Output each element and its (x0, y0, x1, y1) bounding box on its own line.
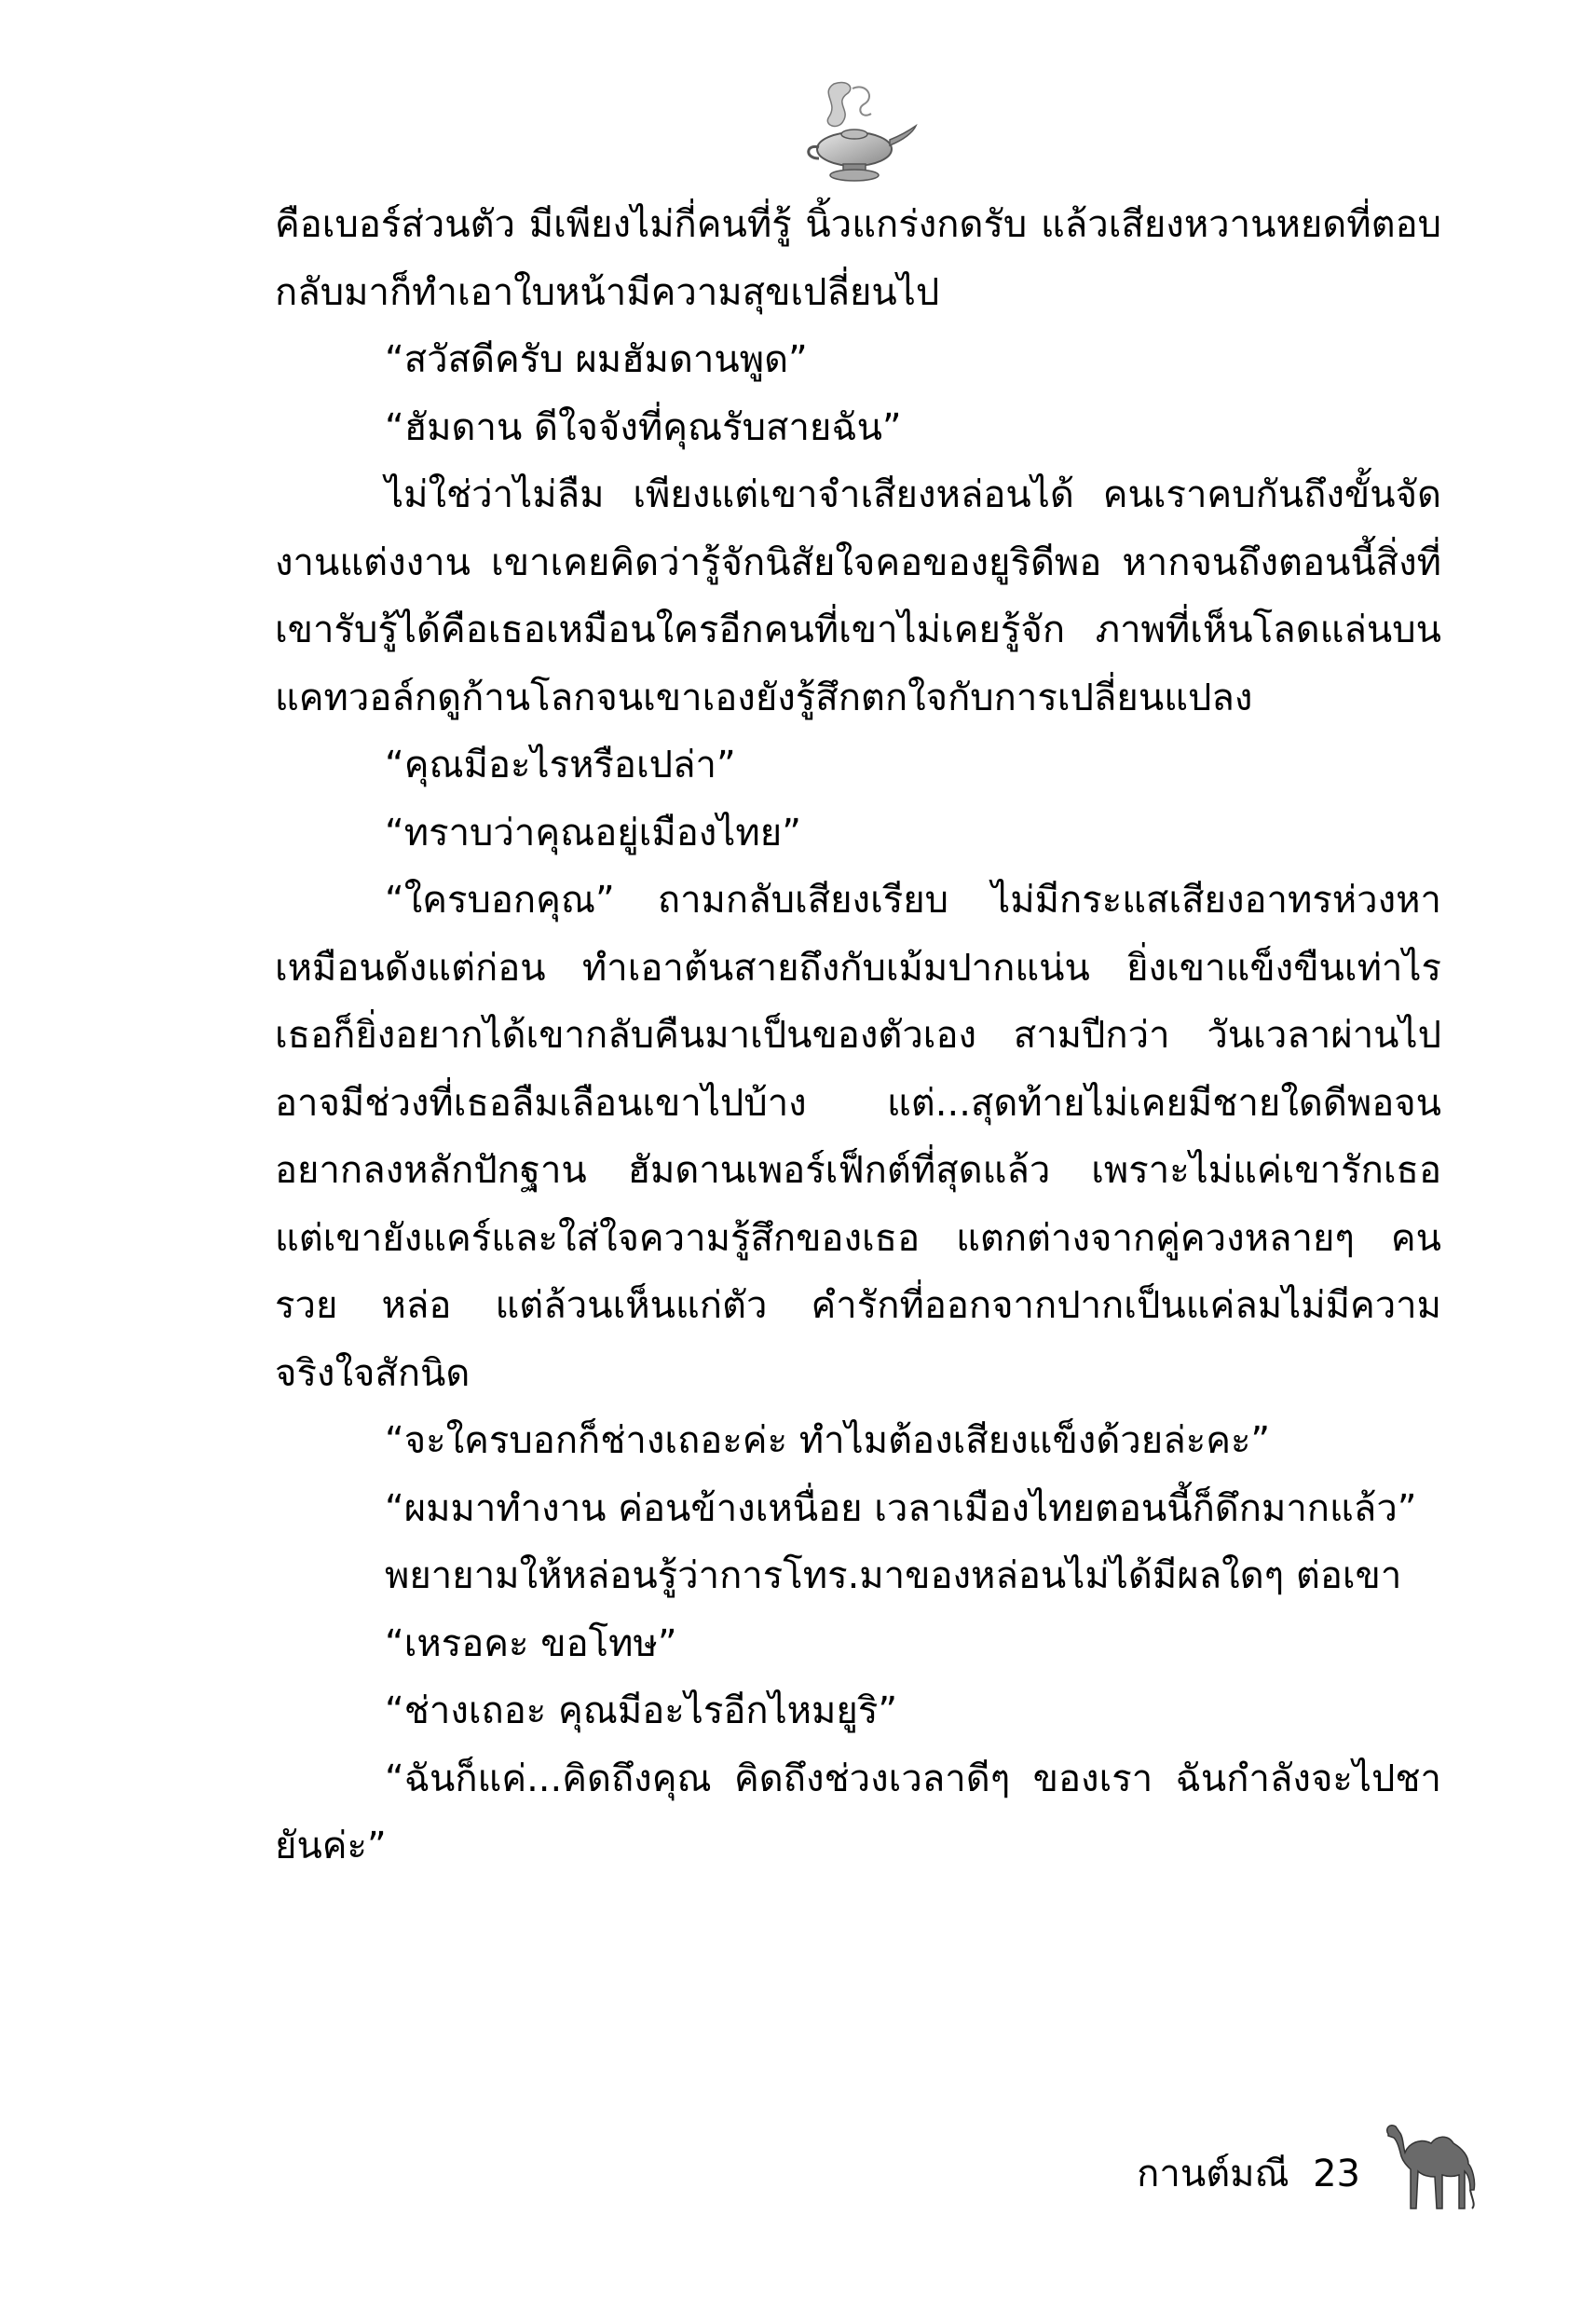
paragraph: คือเบอร์ส่วนตัว มีเพียงไม่กี่คนที่รู้ นิ้วแกร่งกดรับ แล้วเสียงหวานหยดที่ตอบกลับมาก็ทำเอาใบหน้ามีความสุขเปลี่ยนไป (275, 203, 1441, 314)
paragraph: พยายามให้หล่อนรู้ว่าการโทร.มาของหล่อนไม่ได้มีผลใดๆ ต่อเขา (385, 1554, 1402, 1597)
paragraph: “คุณมีอะไรหรือเปล่า” (385, 744, 736, 786)
paragraph: “ใครบอกคุณ” ถามกลับเสียงเรียบ ไม่มีกระแสเสียงอาทรห่วงหาเหมือนดังแต่ก่อน ทำเอาต้นสายถึงกับเม้มปากแน่น ยิ่งเขาแข็งขืนเท่าไรเธอก็ยิ่งอยากได้เขากลับคืนมาเป็นของตัวเอง สามปีกว่า วันเวลาผ่านไปอาจมีช่วงที่เธอลืมเลือนเขาไปบ้าง แต่...สุดท้ายไม่เคยมีชายใดดีพอจนอยากลงหลักปักฐาน ฮัมดานเพอร์เฟ็กต์ที่สุดแล้ว เพราะไม่แค่เขารักเธอ แต่เขายังแคร์และใส่ใจความรู้สึกของเธอ แตกต่างจากคู่ควงหลายๆ คน รวย หล่อ แต่ล้วนเห็นแก่ตัว คำรักที่ออกจากปากเป็นแค่ลมไม่มีความจริงใจสักนิด (275, 879, 1441, 1395)
paragraph: “ช่างเถอะ คุณมีอะไรอีกไหมยูริ” (385, 1689, 898, 1732)
camel-icon (1379, 2115, 1481, 2213)
genie-lamp-icon (797, 75, 918, 186)
paragraph: ไม่ใช่ว่าไม่ลืม เพียงแต่เขาจำเสียงหล่อนได้ คนเราคบกันถึงขั้นจัดงานแต่งงาน เขาเคยคิดว่ารู้จักนิสัยใจคอของยูริดีพอ หากจนถึงตอนนี้สิ่งที่เขารับรู้ได้คือเธอเหมือนใครอีกคนที่เขาไม่เคยรู้จัก ภาพที่เห็นโลดแล่นบนแคทวอล์กดูก้านโลกจนเขาเองยังรู้สึกตกใจกับการเปลี่ยนแปลง (275, 473, 1441, 719)
paragraph: “ฉันก็แค่...คิดถึงคุณ คิดถึงช่วงเวลาดีๆ ของเรา ฉันกำลังจะไปชายันค่ะ” (275, 1757, 1441, 1867)
paragraph: “ผมมาทำงาน ค่อนข้างเหนื่อย เวลาเมืองไทยตอนนี้ก็ดึกมากแล้ว” (385, 1486, 1417, 1530)
page-number: 23 (1313, 2153, 1360, 2195)
page-footer (1109, 2115, 1481, 2208)
paragraph: “สวัสดีครับ ผมฮัมดานพูด” (385, 338, 808, 381)
footer-label (1137, 2143, 1360, 2203)
paragraph: “เหรอคะ ขอโทษ” (385, 1621, 677, 1665)
body-text (275, 191, 1441, 1880)
book-title: กานต์มณี (1137, 2153, 1289, 2195)
paragraph: “ฮัมดาน ดีใจจังที่คุณรับสายฉัน” (385, 405, 902, 449)
paragraph: “จะใครบอกก็ช่างเถอะค่ะ ทำไมต้องเสียงแข็งด้วยล่ะคะ” (385, 1419, 1271, 1462)
paragraph: “ทราบว่าคุณอยู่เมืองไทย” (385, 811, 801, 855)
